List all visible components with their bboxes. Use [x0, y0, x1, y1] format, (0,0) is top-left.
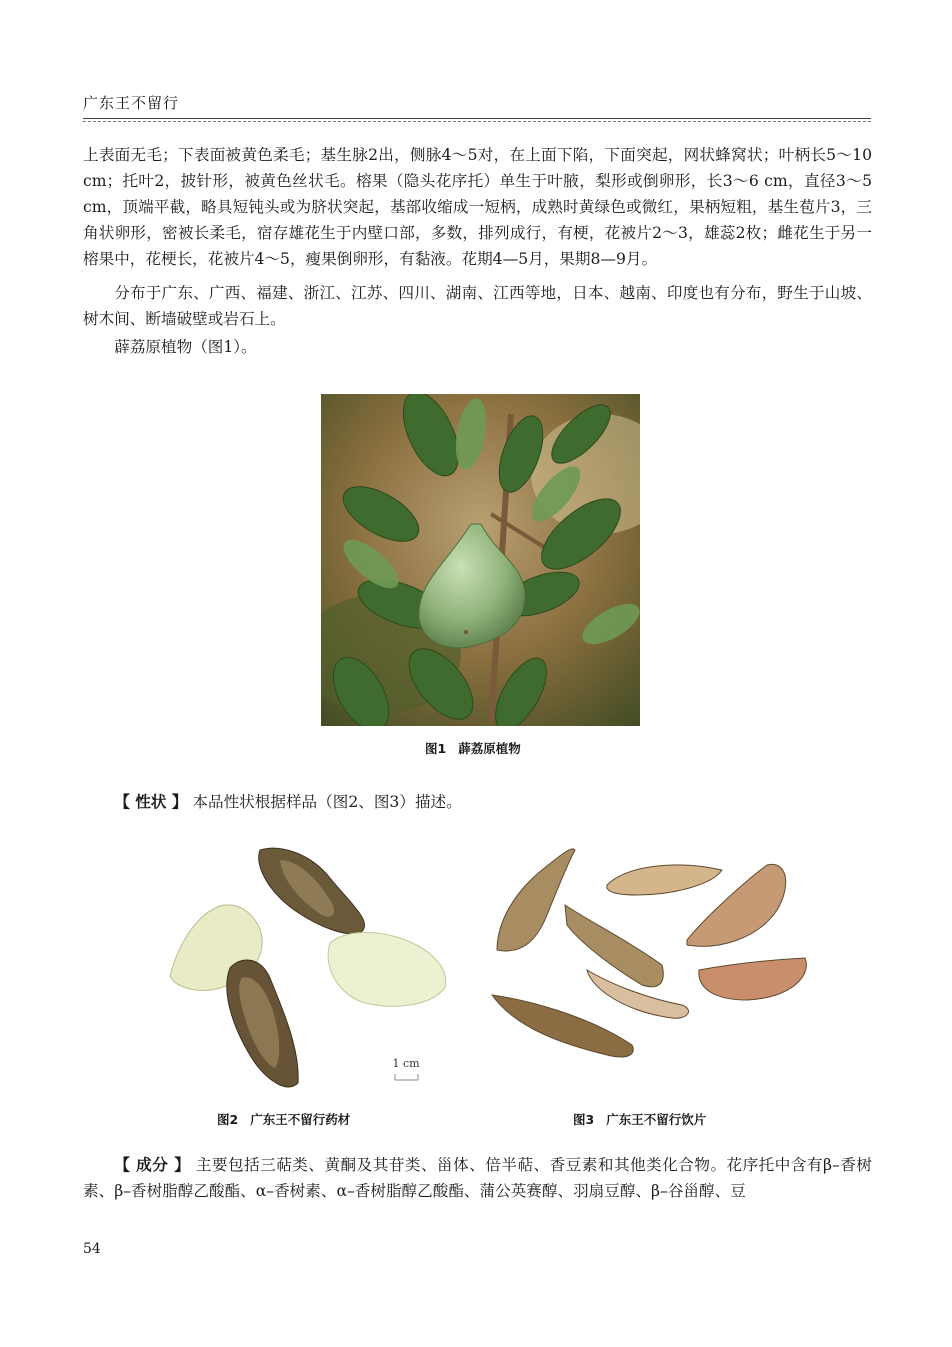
- section-label-xingzhuang: 【 性状 】: [114, 793, 188, 811]
- figure1-title: 薜荔原植物: [458, 741, 521, 756]
- figure2-specimen-photo: [160, 838, 460, 1093]
- section-text-xingzhuang: 本品性状根据样品（图2、图3）描述。: [192, 793, 462, 811]
- figure2-caption: [217, 1110, 350, 1128]
- section-xingzhuang: [83, 789, 872, 815]
- page-number: 54: [83, 1241, 101, 1257]
- figure1-caption: [425, 739, 521, 757]
- figure2-title: 广东王不留行药材: [250, 1112, 351, 1127]
- section-text-chengfen: 主要包括三萜类、黄酮及其苷类、甾体、倍半萜、香豆素和其他类化合物。花序托中含有β–香树素、β–香树脂醇乙酸酯、α–香树素、α–香树脂醇乙酸酯、蒲公英赛醇、羽扇豆醇、β–谷甾醇、豆: [83, 1156, 872, 1200]
- running-head: 广东王不留行: [83, 94, 180, 112]
- figure3-number: 图3: [573, 1112, 595, 1127]
- description-block: [83, 142, 872, 360]
- section-chengfen: [83, 1152, 872, 1204]
- scale-label: 1 cm: [392, 1057, 420, 1070]
- figure3-title: 广东王不留行饮片: [606, 1112, 707, 1127]
- paragraph-morphology: 上表面无毛；下表面被黄色柔毛；基生脉2出，侧脉4～5对，在上面下陷，下面突起，网状蜂窝状；叶柄长5～10 cm；托叶2，披针形，被黄色丝状毛。榕果（隐头花序托）单生于叶腋，梨形或倒卵形，长3～6 cm，直径3～5 cm，顶端平截，略具短钝头或为脐状突起，基部收缩成一短柄，成熟时黄绿色或微红，果柄短粗，基生苞片3，三角状卵形，密被长柔毛，宿存雄花生于内壁口部，多数，排列成行，有梗，花被片2～3，雄蕊2枚；雌花生于另一榕果中，花梗长，花被片4～5，瘦果倒卵形，有黏液。花期4—5月，果期8—9月。: [83, 146, 872, 268]
- section-label-chengfen: 【 成分 】: [114, 1156, 191, 1174]
- header-rule-dashed: [83, 121, 871, 122]
- paragraph-figure-ref: 薜荔原植物（图1）。: [114, 338, 257, 356]
- figure2-number: 图2: [217, 1112, 239, 1127]
- paragraph-distribution: 分布于广东、广西、福建、浙江、江苏、四川、湖南、江西等地，日本、越南、印度也有分布，野生于山坡、树木间、断墙破壁或岩石上。: [83, 284, 872, 328]
- figure3-caption: [573, 1110, 706, 1128]
- figure1-number: 图1: [425, 741, 447, 756]
- figure3-slices-photo: [487, 840, 817, 1065]
- figure1-plant-photo: [321, 394, 640, 726]
- header-rule: [83, 118, 871, 119]
